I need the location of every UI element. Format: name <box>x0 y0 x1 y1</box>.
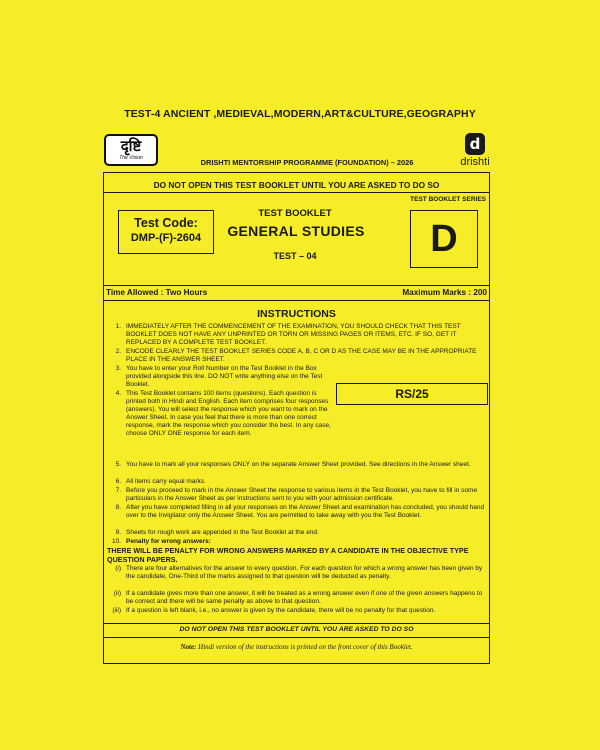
penalty-rule-3: If a question is left blank, i.e., no answer is given by the candidate, there will be no penalty for that question. <box>126 607 436 614</box>
divider <box>103 192 490 193</box>
note-label: Note: <box>180 643 197 651</box>
instruction-5: You have to mark all your responses ONLY on the separate Answer Sheet provided. See directions in the Answer sheet. <box>126 461 471 468</box>
instruction-1: IMMEDIATELY AFTER THE COMMENCEMENT OF THE EXAMINATION, YOU SHOULD CHECK THAT THIS TEST BOOKLET DOES NOT HAVE ANY UNPRINTED OR TORN OR MISSING PAGES OR ITEMS, ETC. IF SO, GET IT REPLACED BY A COMPLETE TEST BOOKLET. <box>126 323 461 347</box>
item-number: 7. <box>115 487 121 494</box>
note-text: Hindi version of the instructions is printed on the front cover of this Booklet. <box>198 643 413 651</box>
instruction-9: Sheets for rough work are appended in the Test Booklet at the end. <box>126 529 319 536</box>
instruction-3: You have to enter your Roll Number on the Test Booklet in the Box provided alongside this line. DO NOT write anything else on the Test Booklet. <box>126 365 323 389</box>
subject-title: GENERAL STUDIES <box>227 223 365 239</box>
logo-tagline: The Vision <box>119 155 143 161</box>
test-title: TEST-4 ANCIENT ,MEDIEVAL,MODERN,ART&CULTURE,GEOGRAPHY <box>124 108 476 120</box>
divider <box>103 285 490 286</box>
maximum-marks: Maximum Marks : 200 <box>402 288 487 297</box>
drishti-hindi-logo <box>104 134 158 166</box>
item-number: 9. <box>115 529 121 536</box>
test-code-value: DMP-(F)-2604 <box>130 232 202 244</box>
item-number: 4. <box>115 390 121 397</box>
logo-hindi-text: दृष्टि <box>120 137 142 155</box>
instruction-4: This Test Booklet contains 100 items (questions). Each question is printed both in Hindi and English. Each item comprises four responses (answers). You will select the response which you want to mark on the Answer Sheet. In case you feel that there is more than one correct response, mark the response which you consider the best. In any case, choose ONLY ONE response for each item. <box>126 390 331 438</box>
item-number: 6. <box>115 478 121 485</box>
item-number: 8. <box>115 504 121 511</box>
item-number: 10. <box>111 538 121 545</box>
item-number: 3. <box>115 365 121 372</box>
penalty-rule-2: If a candidate gives more than one answer, it will be treated as a wrong answer even if one of the given answers happens to be correct and there will be same penalty as above to that question. <box>126 590 483 606</box>
hindi-version-note <box>103 643 490 651</box>
instruction-6: All items carry equal marks. <box>126 478 206 485</box>
instructions-list <box>103 323 490 623</box>
instructions-heading: INSTRUCTIONS <box>257 308 336 320</box>
do-not-open-top: DO NOT OPEN THIS TEST BOOKLET UNTIL YOU ARE ASKED TO DO SO <box>153 180 440 190</box>
drishti-mark-icon: d <box>465 133 485 155</box>
item-number: 1. <box>115 323 121 330</box>
time-allowed: Time Allowed : Two Hours <box>106 288 208 297</box>
instruction-2: ENCODE CLEARLY THE TEST BOOKLET SERIES CODE A, B, C OR D AS THE CASE MAY BE IN THE APPROPRIATE PLACE IN THE ANSWER SHEET. <box>126 348 477 364</box>
programme-name: DRISHTI MENTORSHIP PROGRAMME (FOUNDATION) – 2026 <box>200 158 414 167</box>
drishti-logo <box>458 133 492 168</box>
penalty-rule-1: There are four alternatives for the answer to every question. For each question for which a wrong answer has been given by the candidate, One-Third of the marks assigned to that question will be deducted as penalty. <box>126 565 483 581</box>
item-number: (i) <box>115 565 121 572</box>
divider <box>103 623 490 624</box>
test-code-box <box>118 210 214 254</box>
instruction-7: Before you proceed to mark in the Answer Sheet the response to various items in the Test Booklet, you have to fill in some particulars in the Answer Sheet as per instructions sent to you with your admission certificate. <box>126 487 478 503</box>
item-number: (ii) <box>113 590 121 597</box>
series-label: TEST BOOKLET SERIES <box>410 196 486 203</box>
time-marks-row <box>106 288 487 297</box>
test-code-label: Test Code: <box>134 216 198 230</box>
divider <box>103 637 490 638</box>
item-number: (iii) <box>112 607 121 614</box>
do-not-open-bottom: DO NOT OPEN THIS TEST BOOKLET UNTIL YOU ARE ASKED TO DO SO <box>179 626 414 633</box>
divider <box>103 300 490 301</box>
booklet-title: TEST BOOKLET <box>258 208 332 219</box>
test-number: TEST – 04 <box>273 251 317 261</box>
series-letter-box: D <box>410 210 478 268</box>
item-number: 5. <box>115 461 121 468</box>
instruction-10: Penalty for wrong answers: <box>126 538 211 545</box>
item-number: 2. <box>115 348 121 355</box>
drishti-wordmark: drishti <box>460 156 490 168</box>
instruction-8: After you have completed filling in all your responses on the Answer Sheet and examination has concluded, you should hand over to the Invigilator only the Answer Sheet. You are permitted to take away with you the Test Booklet. <box>126 504 485 520</box>
penalty-heading: THERE WILL BE PENALTY FOR WRONG ANSWERS MARKED BY A CANDIDATE IN THE OBJECTIVE TYPE QUESTION PAPERS. <box>107 546 469 564</box>
price-box: RS/25 <box>336 383 488 405</box>
